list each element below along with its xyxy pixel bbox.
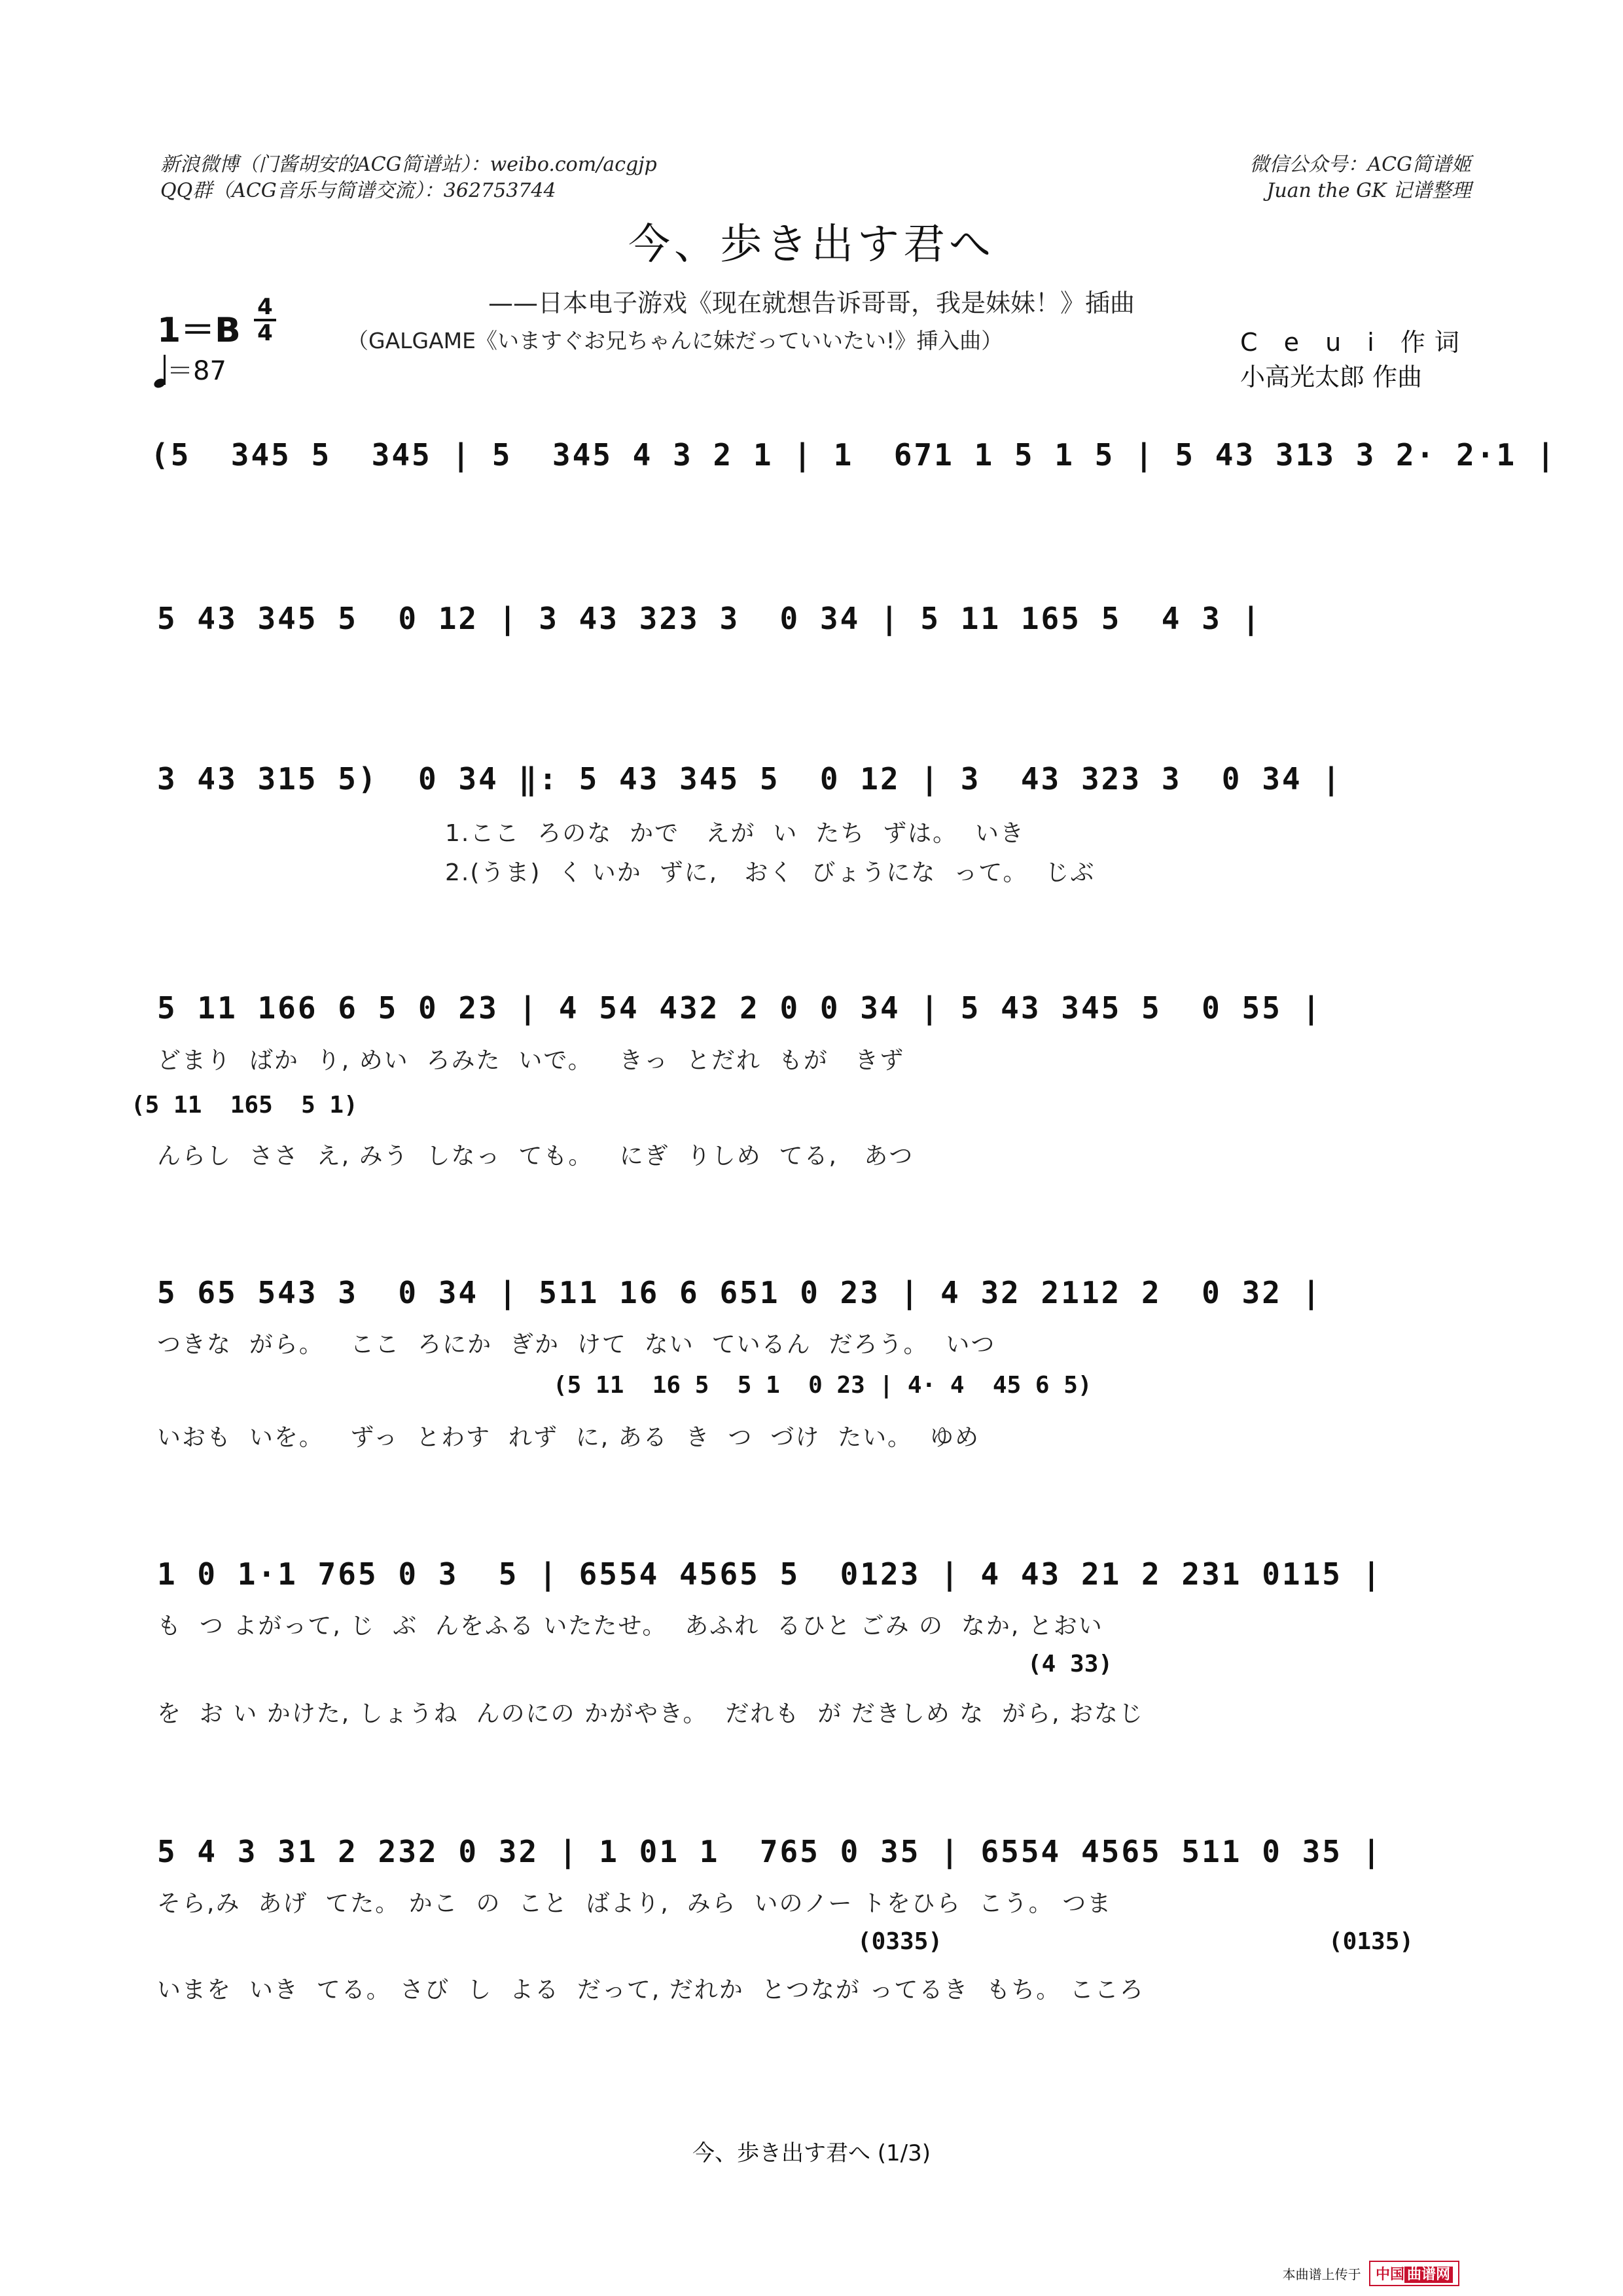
site-logo xyxy=(1369,2261,1459,2286)
upload-credit xyxy=(1283,2261,1459,2286)
qq-credit: QQ群（ACG音乐与简谱交流）：362753744 xyxy=(160,179,556,202)
staff-line-3: 3 43 315 5) 0 34 ‖: 5 43 345 5 0 12 | 3 43 323 3 0 34 | xyxy=(157,761,1342,797)
staff-line-4: 5 11 166 6 5 0 23 | 4 54 432 2 0 0 34 | 5 43 345 5 0 55 | xyxy=(157,990,1323,1026)
time-bottom: 4 xyxy=(257,320,273,346)
lyric-line-7a: そら,み あげ てた。 かこ の こと ばより, みら いのノー トをひら こう。 つま xyxy=(157,1890,1113,1917)
alt-notes-6: (4 33) xyxy=(1027,1651,1113,1677)
page-footer-label: 今、歩き出す君へ (1/3) xyxy=(692,2140,931,2166)
composer: 小高光太郎 作曲 xyxy=(1240,363,1423,391)
song-subtitle: ——日本电子游戏《现在就想告诉哥哥，我是妹妹！》插曲 xyxy=(488,289,1135,317)
lyric-line-6a: も つ よがって, じ ぶ んをふる いたたせ。 あふれ るひと ごみ の なか, とおい xyxy=(157,1613,1103,1640)
lyric-line-7b: いまを いき てる。 さび し よる だって, だれか とつなが ってるき もち。 こころ xyxy=(157,1977,1145,2003)
song-title: 今、歩き出す君へ xyxy=(628,221,995,269)
arranger-credit: Juan the GK 记谱整理 xyxy=(1266,179,1471,202)
alt-notes-5: (5 11 16 5 5 1 0 23 | 4· 4 45 6 5) xyxy=(553,1372,1092,1399)
header-credits-right xyxy=(1249,152,1471,204)
time-top: 4 xyxy=(257,294,273,320)
site-logo-part-b: 曲谱网 xyxy=(1404,2267,1453,2283)
key-signature: 1＝B xyxy=(157,311,241,350)
header-credits-left xyxy=(160,152,657,204)
lyric-line-6b: を お い かけた, しょうね んのにの かがやき。 だれも が だきしめ な がら, おなじ xyxy=(157,1700,1144,1727)
staff-line-1: (5 345 5 345 | 5 345 4 3 2 1 | 1 671 1 5 1 5 | 5 43 313 3 2· 2·1 | xyxy=(151,437,1557,473)
site-logo-part-a: 中国 xyxy=(1375,2267,1404,2283)
alt-notes-7b: (0135) xyxy=(1329,1928,1414,1955)
lyric-line-4b: んらし ささ え, みう しなっ ても。 にぎ りしめ てる, あつ xyxy=(157,1143,914,1170)
upload-text: 本曲谱上传于 xyxy=(1282,2267,1361,2282)
lyric-line-5b: いおも いを。 ずっ とわす れず に, ある き つ づけ たい。 ゆめ xyxy=(157,1424,980,1451)
staff-line-6: 1 0 1·1 765 0 3 5 | 6554 4565 5 0123 | 4 43 21 2 231 0115 | xyxy=(157,1556,1383,1592)
lyric-line-5a: つきな がら。 ここ ろにか ぎか けて ない ているん だろう。 いつ xyxy=(157,1331,996,1358)
lyric-line-3a: 1.ここ ろのな かで えが い たち ずは。 いき xyxy=(445,820,1025,847)
song-subtitle-jp: （GALGAME《いますぐお兄ちゃんに妹だっていいたい!》挿入曲） xyxy=(347,328,1003,353)
staff-line-7: 5 4 3 31 2 232 0 32 | 1 01 1 765 0 35 | 6554 4565 511 0 35 | xyxy=(157,1834,1383,1869)
alt-notes-7a: (0335) xyxy=(857,1928,943,1955)
lyric-line-4a: どまり ばか り, めい ろみた いで。 きっ とだれ もが きず xyxy=(157,1047,905,1074)
weibo-credit: 新浪微博（门酱胡安的ACG简谱站）：weibo.com/acgjp xyxy=(160,153,657,176)
staff-line-2: 5 43 345 5 0 12 | 3 43 323 3 0 34 | 5 11 165 5 4 3 | xyxy=(157,601,1262,636)
staff-line-5: 5 65 543 3 0 34 | 511 16 6 651 0 23 | 4 32 2112 2 0 32 | xyxy=(157,1275,1323,1310)
quarter-note-icon xyxy=(154,353,163,387)
tempo-value: ＝87 xyxy=(167,356,226,386)
wechat-credit: 微信公众号：ACG简谱姬 xyxy=(1249,153,1471,176)
lyric-line-3b: 2.(うま) く いか ずに, おく びょうにな って。 じぶ xyxy=(445,859,1096,886)
alt-notes-4: (5 11 165 5 1) xyxy=(131,1092,358,1119)
time-signature xyxy=(254,296,276,344)
tempo-marking xyxy=(154,350,226,387)
lyricist: C e u i 作词 xyxy=(1240,328,1469,357)
